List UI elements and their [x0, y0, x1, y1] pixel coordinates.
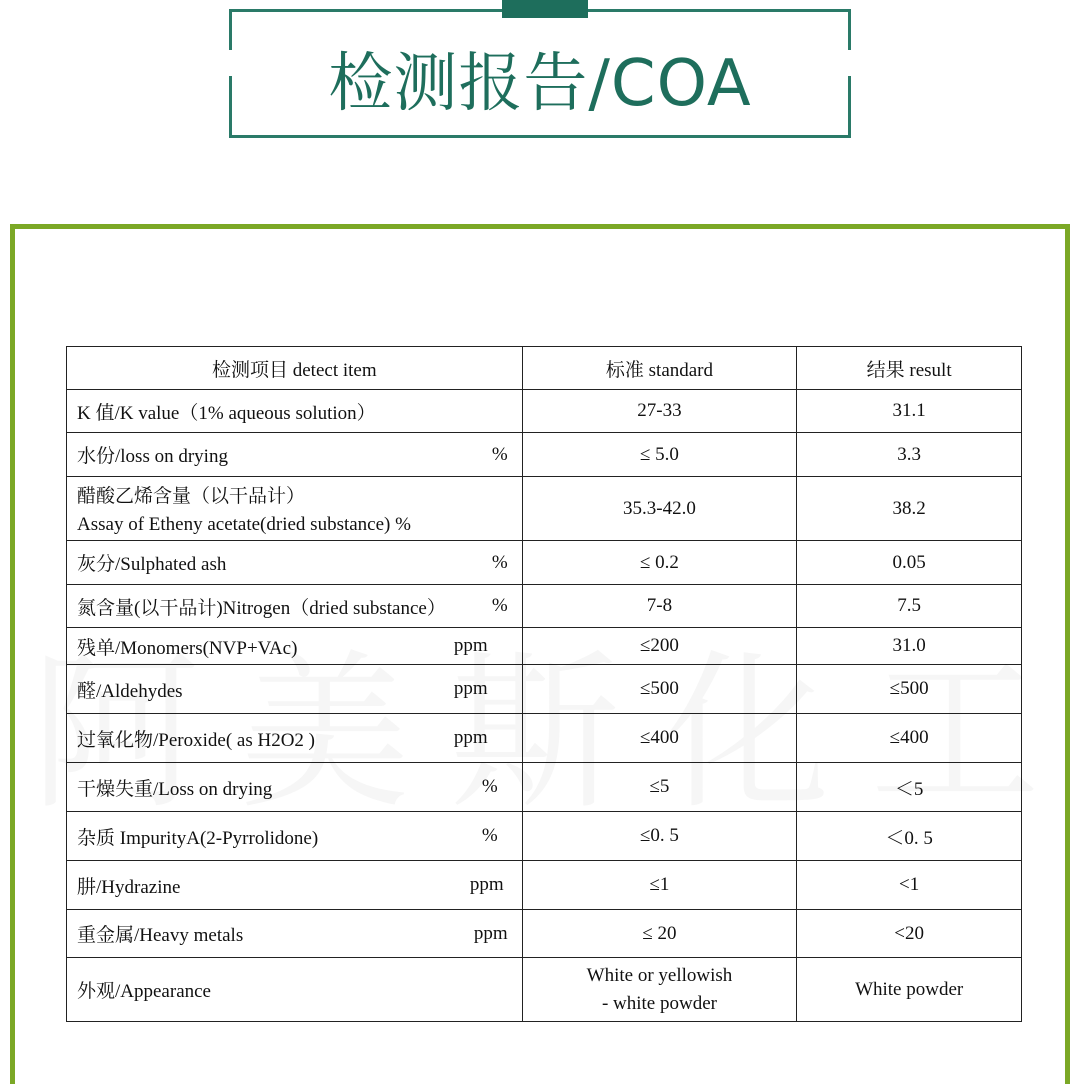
- table-header-row: [67, 347, 1022, 390]
- title-box: [229, 10, 851, 138]
- item-name: K 值/K value（1% aqueous solution）: [77, 402, 376, 424]
- table-row: [67, 910, 1022, 958]
- item-name-english: Assay of Etheny acetate(dried substance) %: [77, 514, 411, 535]
- page-title: 检测报告/COA: [328, 47, 752, 121]
- item-cell: [67, 628, 523, 665]
- title-box-top-left-line: [229, 9, 503, 12]
- title-tab-decoration: [502, 0, 588, 18]
- item-unit: ppm: [469, 874, 504, 895]
- item-cell: [67, 763, 523, 812]
- item-unit: %: [481, 825, 498, 846]
- item-name: 残单/Monomers(NVP+VAc): [77, 637, 298, 659]
- table-row: [67, 433, 1022, 477]
- table-row: [67, 812, 1022, 861]
- item-cell: [67, 958, 523, 1022]
- item-name: 杂质 ImpurityA(2-Pyrrolidone): [77, 827, 319, 849]
- item-unit: ppm: [453, 678, 488, 699]
- item-name: 重金属/Heavy metals: [77, 925, 244, 946]
- item-unit: ppm: [453, 635, 488, 656]
- standard-cell: 7-8: [522, 585, 797, 628]
- item-name: 过氧化物/Peroxide( as H2O2 ): [77, 729, 315, 751]
- result-cell: ＜0. 5: [797, 812, 1022, 861]
- header-standard: 标准 standard: [522, 347, 797, 390]
- item-cell: [67, 477, 523, 541]
- table-row: [67, 861, 1022, 910]
- item-cell: [67, 541, 523, 585]
- item-unit: %: [491, 551, 508, 573]
- table-row: [67, 541, 1022, 585]
- item-name: 氮含量(以干品计)Nitrogen（dried substance）: [77, 597, 446, 619]
- standard-cell: ≤1: [522, 861, 797, 910]
- standard-cell: ≤0. 5: [522, 812, 797, 861]
- standard-cell: [522, 958, 797, 1022]
- item-cell: [67, 433, 523, 477]
- result-cell: <1: [797, 861, 1022, 910]
- title-box-right-gap: [848, 50, 851, 76]
- standard-cell: ≤500: [522, 665, 797, 714]
- table-row: [67, 714, 1022, 763]
- item-unit: %: [491, 595, 508, 616]
- item-name: 灰分/Sulphated ash: [77, 554, 227, 575]
- result-cell: ≤500: [797, 665, 1022, 714]
- standard-cell: ≤400: [522, 714, 797, 763]
- item-cell: [67, 812, 523, 861]
- standard-cell: ≤ 5.0: [522, 433, 797, 477]
- result-cell: 38.2: [797, 477, 1022, 541]
- table-row: [67, 628, 1022, 665]
- item-unit: %: [491, 443, 508, 465]
- table-row: [67, 763, 1022, 812]
- standard-cell: ≤200: [522, 628, 797, 665]
- standard-line-1: White or yellowish: [586, 964, 733, 986]
- result-cell: ≤400: [797, 714, 1022, 763]
- result-cell: 3.3: [797, 433, 1022, 477]
- header-detect-item: 检测项目 detect item: [67, 347, 523, 390]
- item-name: 干燥失重/Loss on drying: [77, 778, 273, 800]
- result-cell: 31.1: [797, 390, 1022, 433]
- standard-cell: ≤ 20: [522, 910, 797, 958]
- standard-cell: 27-33: [522, 390, 797, 433]
- result-cell: 31.0: [797, 628, 1022, 665]
- item-cell: [67, 714, 523, 763]
- table-row: [67, 390, 1022, 433]
- item-name: 水份/loss on drying: [77, 446, 228, 467]
- standard-cell: 35.3-42.0: [522, 477, 797, 541]
- header-result: 结果 result: [797, 347, 1022, 390]
- table-row: [67, 477, 1022, 541]
- standard-cell: ≤ 0.2: [522, 541, 797, 585]
- title-box-top-right-line: [577, 9, 851, 12]
- coa-table: [66, 346, 1022, 1022]
- table-row: [67, 665, 1022, 714]
- item-cell: [67, 665, 523, 714]
- item-unit: %: [481, 776, 498, 797]
- table-row: [67, 585, 1022, 628]
- item-cell: [67, 390, 523, 433]
- standard-line-2: - white powder: [601, 992, 717, 1014]
- result-cell: ＜5: [797, 763, 1022, 812]
- item-name: 肼/Hydrazine: [77, 876, 181, 898]
- result-cell: White powder: [797, 958, 1022, 1022]
- result-cell: <20: [797, 910, 1022, 958]
- item-cell: [67, 861, 523, 910]
- item-unit: ppm: [453, 727, 488, 748]
- item-cell: [67, 585, 523, 628]
- item-unit: ppm: [473, 922, 508, 944]
- item-cell: [67, 910, 523, 958]
- item-name: 醋酸乙烯含量（以干品计）: [77, 486, 306, 507]
- item-name: 醛/Aldehydes: [77, 680, 183, 702]
- result-cell: 7.5: [797, 585, 1022, 628]
- result-cell: 0.05: [797, 541, 1022, 585]
- table-row: [67, 958, 1022, 1022]
- item-name: 外观/Appearance: [77, 981, 211, 1002]
- standard-cell: ≤5: [522, 763, 797, 812]
